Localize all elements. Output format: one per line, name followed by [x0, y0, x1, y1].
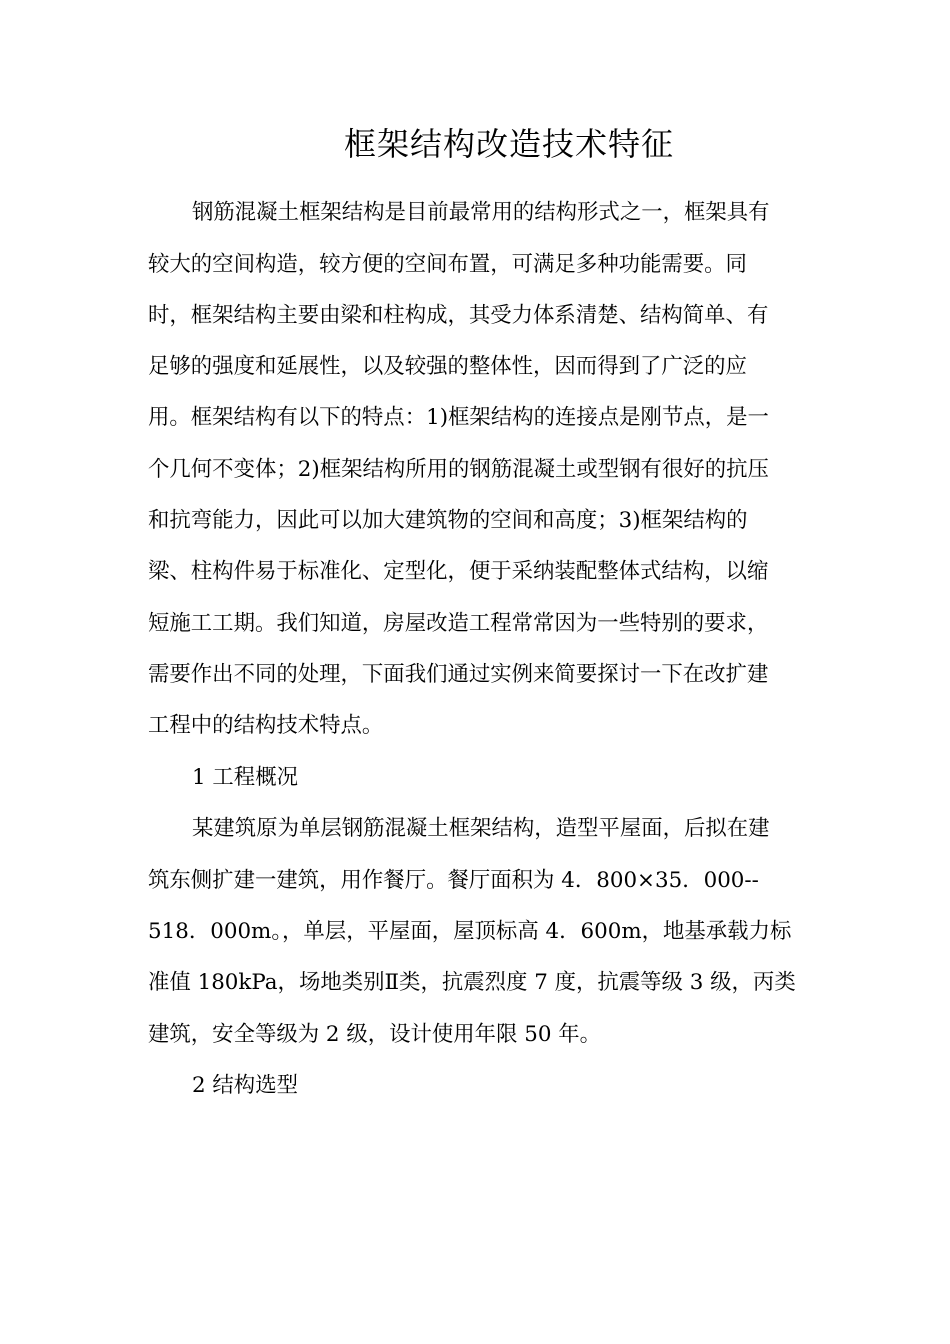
paragraph-line: 518．000m。，单层，平屋面，屋顶标高 4．600m，地基承载力标 — [148, 919, 792, 944]
paragraph-line: 需要作出不同的处理，下面我们通过实例来简要探讨一下在改扩建 — [148, 662, 769, 687]
section-heading: 2 结构选型 — [192, 1073, 298, 1098]
paragraph-line: 工程中的结构技术特点。 — [148, 713, 384, 738]
section-heading: 1 工程概况 — [192, 765, 298, 790]
paragraph-line: 钢筋混凝土框架结构是目前最常用的结构形式之一，框架具有 — [192, 200, 770, 225]
paragraph-line: 筑东侧扩建一建筑，用作餐厅。餐厅面积为 4．800×35．000-- — [148, 868, 759, 893]
paragraph-line: 较大的空间构造，较方便的空间布置，可满足多种功能需要。同 — [148, 252, 747, 277]
paragraph-line: 用。框架结构有以下的特点：1)框架结构的连接点是刚节点，是一 — [148, 405, 769, 430]
paragraph-line: 准值 180kPa，场地类别Ⅱ类，抗震烈度 7 度，抗震等级 3 级，丙类 — [148, 970, 796, 995]
document-title: 框架结构改造技术特征 — [343, 125, 674, 163]
paragraph-line: 建筑，安全等级为 2 级，设计使用年限 50 年。 — [148, 1022, 602, 1047]
paragraph-line: 个几何不变体；2)框架结构所用的钢筋混凝土或型钢有很好的抗压 — [148, 457, 769, 482]
paragraph-line: 梁、柱构件易于标准化、定型化，便于采纳装配整体式结构，以缩 — [148, 559, 769, 584]
paragraph-line: 某建筑原为单层钢筋混凝土框架结构，造型平屋面，后拟在建 — [192, 816, 770, 841]
paragraph-line: 短施工工期。我们知道，房屋改造工程常常因为一些特别的要求， — [148, 611, 769, 636]
paragraph-line: 时，框架结构主要由梁和柱构成，其受力体系清楚、结构简单、有 — [148, 303, 769, 328]
paragraph-line: 足够的强度和延展性，以及较强的整体性，因而得到了广泛的应 — [148, 354, 747, 379]
paragraph-line: 和抗弯能力，因此可以加大建筑物的空间和高度；3)框架结构的 — [148, 508, 748, 533]
